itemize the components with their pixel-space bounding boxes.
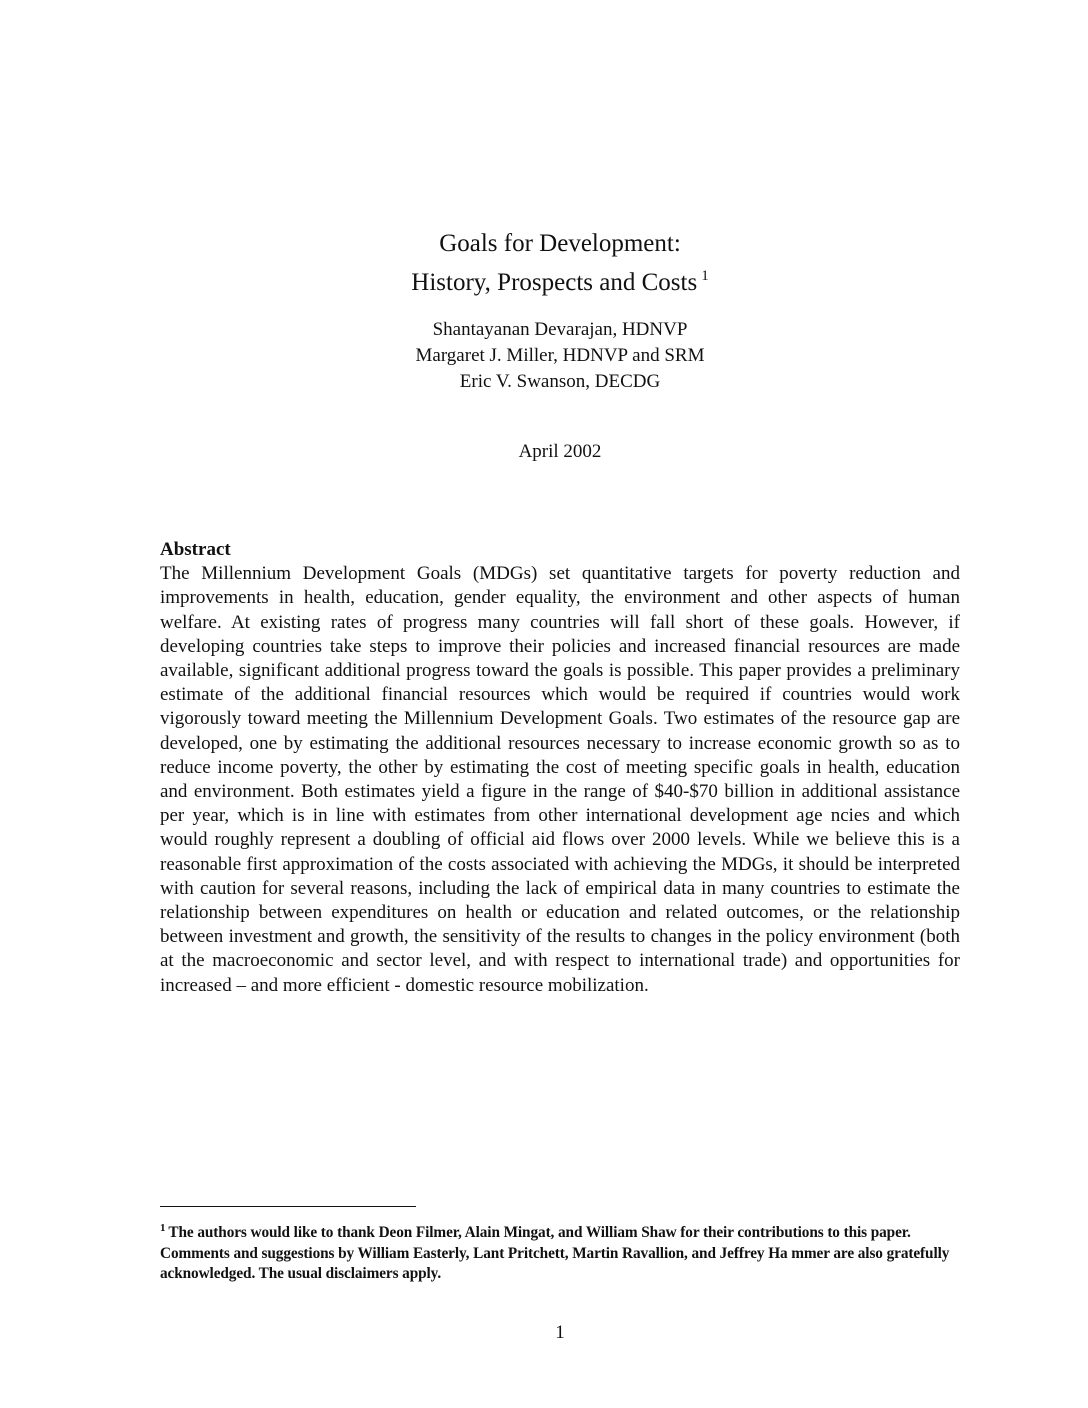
abstract-body: The Millennium Development Goals (MDGs) set quantitative targets for poverty reduction and improvements in health, education, gender equality, the environment and other aspects of human welfare. At existing rates of progress many countries will fall short of these goals. However, if developing countries take steps to improve their policies and increased financial resources are made available, significant additional progress toward the goals is possible. This paper provides a preliminary estimate of the additional financial resources which would be required if countries would work vigorously toward meeting the Millennium Development Goals. Two estimates of the resource gap are developed, one by estimating the additional resources necessary to increase economic growth so as to reduce income poverty, the other by estimating the cost of meeting specific goals in health, education and environment. Both estimates yield a figure in the range of $40-$70 billion in additional assistance per year, which is in line with estimates from other international development age ncies and which would roughly represent a doubling of official aid flows over 2000 levels. While we believe this is a reasonable first approximation of the costs associated with achieving the MDGs, it should be interpreted with caution for several reasons, including the lack of empirical data in many countries to estimate the relationship between expenditures on health or education and related outcomes, or the relationship between investment and growth, the sensitivity of the results to changes in the policy environment (both at the macroeconomic and sector level, and with respect to international trade) and opportunities for increased – and more efficient - domestic resource mobilization. [160, 563, 960, 996]
author-2: Margaret J. Miller, HDNVP and SRM [415, 345, 705, 366]
author-3: Eric V. Swanson, DECDG [459, 371, 661, 392]
publication-date: April 2002 [518, 441, 602, 462]
title-line-2-text: History, Prospects and Costs [411, 269, 698, 296]
author-1: Shantayanan Devarajan, HDNVP [432, 319, 688, 340]
title-line-2 [0, 260, 1088, 299]
footnote-mark: 1 [160, 1222, 166, 1234]
paper-title [0, 228, 1088, 299]
title-line-1: Goals for Development: [439, 230, 681, 257]
footnote [160, 1218, 960, 1285]
abstract-heading: Abstract [160, 539, 231, 560]
footnote-divider [160, 1206, 416, 1207]
abstract-section [160, 538, 960, 998]
title-footnote-ref[interactable]: 1 [701, 268, 709, 284]
footnote-text: The authors would like to thank Deon Filmer, Alain Mingat, and William Shaw for their contributions to this paper. Comments and suggestions by William Easterly, Lant Pritchett, Martin Ravallion, and Jeffrey Ha mmer are also gratefully acknowledged. The usual disclaimers apply. [160, 1224, 950, 1282]
author-list [0, 317, 1088, 395]
page-number: 1 [555, 1322, 565, 1343]
